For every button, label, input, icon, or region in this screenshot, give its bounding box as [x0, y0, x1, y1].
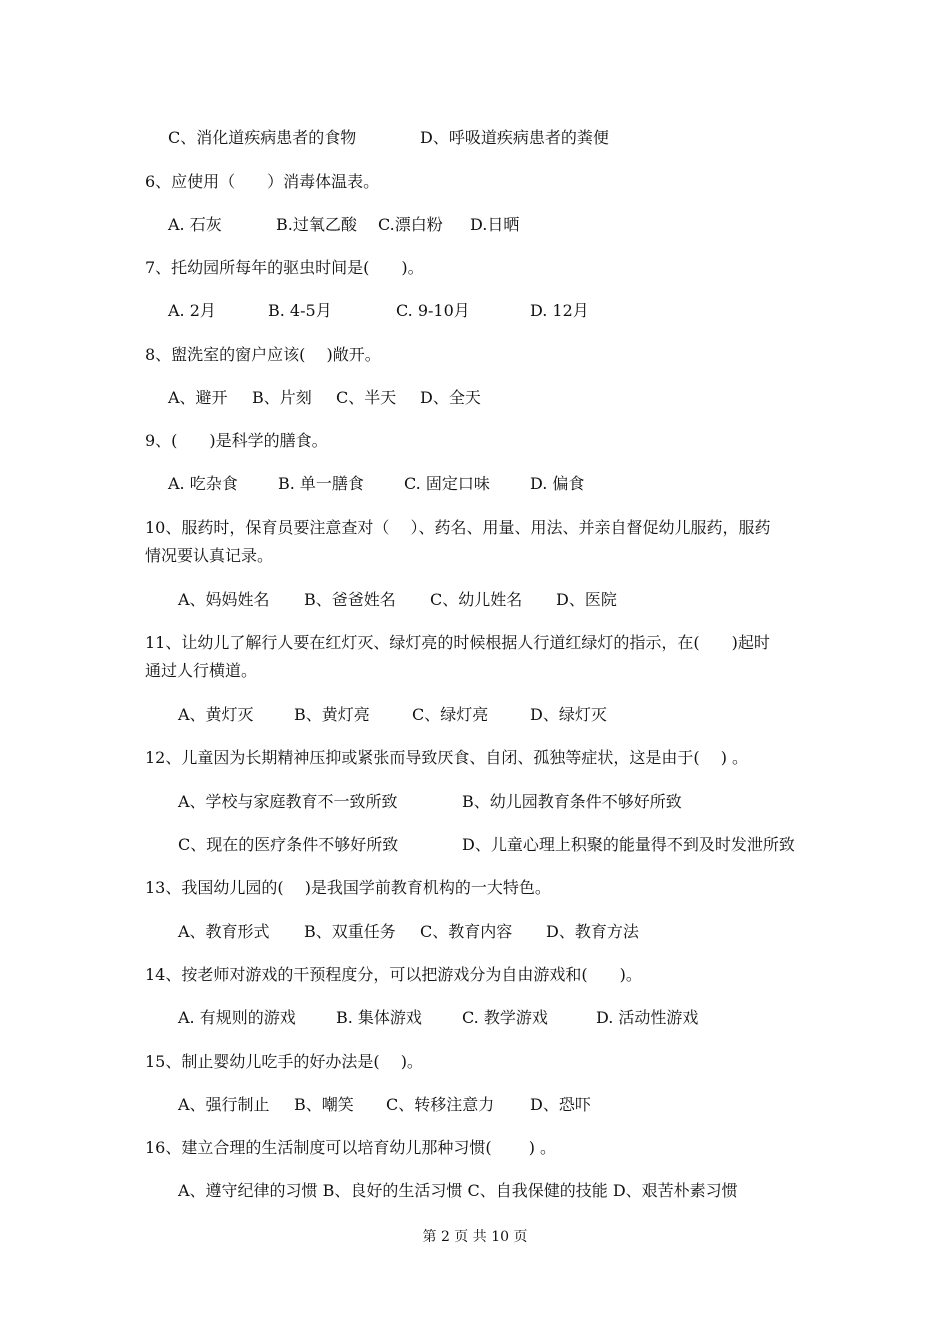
q9-option-a: A. 吃杂食	[168, 474, 238, 493]
q10-option-c: C、幼儿姓名	[430, 590, 523, 609]
q14-option-c: C. 教学游戏	[462, 1008, 548, 1027]
q10-question-line2: 情况要认真记录。	[145, 546, 274, 565]
q11-option-c: C、绿灯亮	[412, 705, 489, 724]
q15-option-a: A、强行制止	[178, 1095, 270, 1114]
q5-option-c: C、消化道疾病患者的食物	[168, 128, 357, 147]
q10-option-b: B、爸爸姓名	[304, 590, 396, 609]
q11-option-b: B、黄灯亮	[294, 705, 370, 724]
q15-option-c: C、转移注意力	[386, 1095, 495, 1114]
q16-options: A、遵守纪律的习惯 B、良好的生活习惯 C、自我保健的技能 D、艰苦朴素习惯	[178, 1181, 738, 1200]
q9-option-c: C. 固定口味	[404, 474, 490, 493]
q10-option-a: A、妈妈姓名	[178, 590, 270, 609]
q11-question-line1: 11、让幼儿了解行人要在红灯灭、绿灯亮的时候根据人行道红绿灯的指示，在( )起时	[145, 633, 770, 652]
q13-option-c: C、教育内容	[420, 922, 513, 941]
q7-option-a: A. 2月	[168, 301, 216, 320]
q6-option-a: A. 石灰	[168, 215, 222, 234]
q11-option-a: A、黄灯灭	[178, 705, 254, 724]
q12-option-c: C、现在的医疗条件不够好所致	[178, 835, 399, 854]
q9-option-d: D. 偏食	[530, 474, 585, 493]
q8-option-d: D、全天	[420, 388, 481, 407]
q6-option-c: C.漂白粉	[378, 215, 443, 234]
q15-option-b: B、嘲笑	[294, 1095, 354, 1114]
q6-option-b: B.过氧乙酸	[276, 215, 357, 234]
page-number: 第 2 页 共 10 页	[422, 1229, 528, 1245]
q8-question: 8、盥洗室的窗户应该( )敞开。	[145, 345, 381, 364]
q14-option-b: B. 集体游戏	[336, 1008, 422, 1027]
q6-option-d: D.日晒	[470, 215, 520, 234]
q10-question-line1: 10、服药时，保育员要注意查对（ ）、药名、用量、用法、并亲自督促幼儿服药，服药	[145, 518, 771, 537]
q11-question-line2: 通过人行横道。	[145, 661, 258, 680]
q13-option-d: D、教育方法	[546, 922, 639, 941]
q9-question: 9、( )是科学的膳食。	[145, 431, 328, 450]
q12-option-d: D、儿童心理上积聚的能量得不到及时发泄所致	[462, 835, 795, 854]
q15-option-d: D、恐吓	[530, 1095, 591, 1114]
q8-option-a: A、避开	[168, 388, 228, 407]
q7-question: 7、托幼园所每年的驱虫时间是( )。	[145, 258, 424, 277]
q8-option-c: C、半天	[336, 388, 397, 407]
q14-question: 14、按老师对游戏的干预程度分，可以把游戏分为自由游戏和( )。	[145, 965, 642, 984]
q15-question: 15、制止婴幼儿吃手的好办法是( )。	[145, 1052, 423, 1071]
q13-option-b: B、双重任务	[304, 922, 396, 941]
q9-option-b: B. 单一膳食	[278, 474, 364, 493]
q8-option-b: B、片刻	[252, 388, 312, 407]
q14-option-a: A. 有规则的游戏	[178, 1008, 296, 1027]
q7-option-d: D. 12月	[530, 301, 589, 320]
q12-option-b: B、幼儿园教育条件不够好所致	[462, 792, 682, 811]
q12-option-a: A、学校与家庭教育不一致所致	[178, 792, 398, 811]
q12-question: 12、儿童因为长期精神压抑或紧张而导致厌食、自闭、孤独等症状，这是由于( ) 。	[145, 748, 749, 767]
q7-option-b: B. 4-5月	[268, 301, 332, 320]
q10-option-d: D、医院	[556, 590, 617, 609]
q14-option-d: D. 活动性游戏	[596, 1008, 699, 1027]
q11-option-d: D、绿灯灭	[530, 705, 607, 724]
q13-question: 13、我国幼儿园的( )是我国学前教育机构的一大特色。	[145, 878, 551, 897]
q7-option-c: C. 9-10月	[396, 301, 470, 320]
q5-option-d: D、呼吸道疾病患者的粪便	[420, 128, 609, 147]
q13-option-a: A、教育形式	[178, 922, 270, 941]
q16-question: 16、建立合理的生活制度可以培育幼儿那种习惯( ) 。	[145, 1138, 557, 1157]
q6-question: 6、应使用（ ）消毒体温表。	[145, 172, 380, 191]
